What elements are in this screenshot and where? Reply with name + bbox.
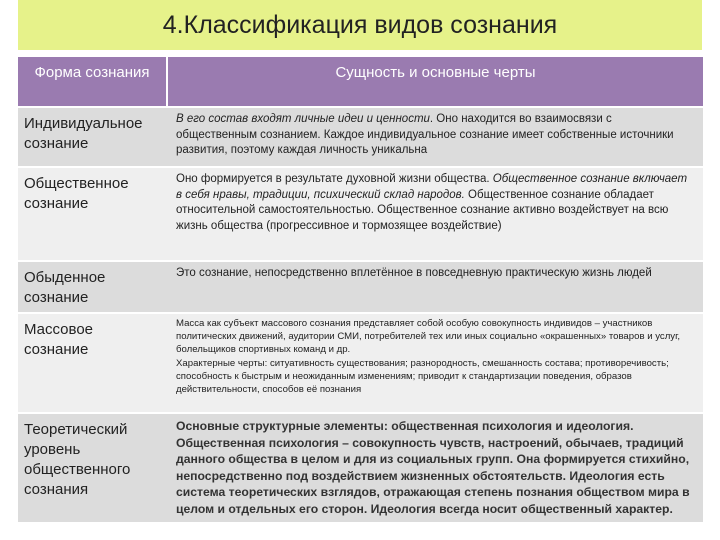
row-name: Теоретический уровень общественного сознания	[24, 421, 131, 498]
header-form: Форма сознания	[18, 57, 166, 106]
row-description: Основные структурные элементы: общественная психология и идеология. Общественная психология – совокупность чувств, настроений, обычаев, традиций данного общества в целом и для из социальных групп. Она формируется стихийно, непосредственно под воздействием жизненных обстоятельств. Идеология есть система теоретических взглядов, отражающая степень познания обществом мира в целом и отдельных его сторон. Идеология всегда носит общественный характер.	[176, 419, 690, 516]
desc-paragraph: Масса как субъект массового сознания представляет собой особую совокупность индивидов – участников политических движений, аудитории СМИ, потребителей тех или иных социально «окрашенных» товаров и услуг, болельщиков спортивных команд и др.	[176, 318, 681, 356]
table-row	[18, 262, 703, 312]
row-description	[168, 108, 703, 166]
row-description	[168, 168, 703, 260]
table-header	[18, 57, 703, 106]
row-description: Это сознание, непосредственно вплетённое в повседневную практическую жизнь людей	[176, 267, 652, 279]
desc-italic: Общественное сознание включает в себя нравы, традиции, психический склад народов.	[176, 173, 688, 201]
desc-italic: В его состав входят личные идеи и ценности	[176, 113, 430, 125]
desc-paragraph: Характерные черты: ситуативность существования; разнородность, смешанность состава; противоречивость; способность к быстрым и неожиданным изменениям; приводит к стандартизации поведения, образов действительности, способов её познания	[176, 357, 669, 396]
row-description	[168, 314, 703, 412]
table-row	[18, 168, 703, 260]
header-essence: Сущность и основные черты	[168, 57, 703, 106]
table-row	[18, 314, 703, 412]
table-row	[18, 108, 703, 166]
row-name: Общественное сознание	[24, 175, 129, 212]
row-name: Массовое сознание	[24, 321, 94, 358]
desc-text: Общественное сознание обладает относительной самостоятельностью. Общественное сознание активно воздействует на всю жизнь общества (прогрессивное и тормозящее воздействие)	[176, 188, 669, 232]
table-row	[18, 414, 703, 522]
desc-text: Оно формируется в результате духовной жизни общества.	[176, 173, 493, 185]
row-name: Обыденное сознание	[24, 269, 106, 306]
row-name: Индивидуальное сознание	[24, 115, 143, 152]
page-title: 4.Классификация видов сознания	[162, 10, 558, 39]
desc-text: . Оно находится во взаимосвязи с общественным сознанием. Каждое индивидуальное сознание имеет собственные источники развития, поэтому каждая личность уникальна	[176, 113, 674, 156]
title-bar	[18, 0, 702, 50]
